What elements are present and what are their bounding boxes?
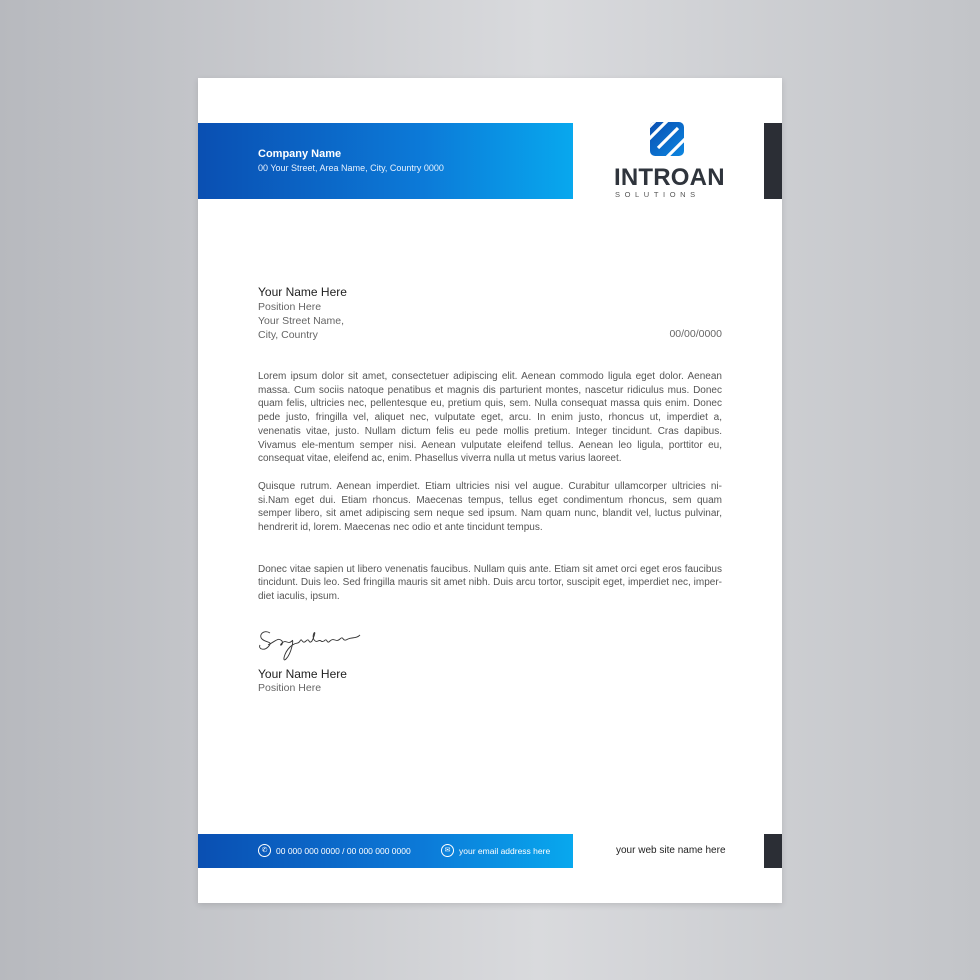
sender-name: Your Name Here (258, 667, 347, 681)
recipient-name: Your Name Here (258, 285, 347, 299)
footer-email (441, 844, 550, 857)
email-address: your email address here (459, 845, 551, 856)
letter-body (258, 370, 722, 604)
letter-date: 00/00/0000 (669, 328, 722, 340)
body-paragraph-2: Quisque rutrum. Aenean imperdiet. Etiam ultricies nisi vel augue. Curabitur ullamcorper ultricies ni-si.Nam eget dui. Etiam rhoncus. Maecenas tempus, tellus eget condimentum rhoncus, sem quam semper libero, sit amet adipiscing sem neque sed ipsum. Nam quam nunc, blandit vel, luctus pulvinar, hendrerit id, lorem. Maecenas nec odio et ante tincidunt tempus. (258, 480, 722, 534)
sender-position: Position Here (258, 682, 322, 694)
website-address: your web site name here (616, 845, 726, 856)
footer-band (198, 834, 573, 868)
stripes-logo-icon (650, 122, 684, 156)
company-address: 00 Your Street, Area Name, City, Country 0000 (258, 163, 444, 173)
handwritten-signature (256, 623, 364, 667)
header-band (198, 123, 573, 199)
right-accent-bar-bottom (764, 834, 782, 868)
recipient-city: City, Country (258, 329, 318, 341)
logo-tagline: SOLUTIONS (615, 190, 700, 199)
company-name: Company Name (258, 148, 342, 160)
recipient-position: Position Here (258, 301, 322, 313)
body-paragraph-3: Donec vitae sapien ut libero venenatis faucibus. Nullam quis ante. Etiam sit amet orci eget eros faucibus tincidunt. Duis leo. Sed fringilla mauris sit amet nibh. Duis arcu tortor, suscipit eget, imperdiet nec, imper-diet iaculis, ipsum. (258, 563, 722, 603)
phone-number: 00 000 000 0000 / 00 000 000 0000 (276, 845, 411, 856)
email-icon: ✉ (441, 844, 454, 857)
recipient-block (258, 285, 347, 342)
letterhead-page (198, 78, 782, 903)
right-accent-bar-top (764, 123, 782, 199)
recipient-street: Your Street Name, (258, 315, 344, 327)
logo-name: INTROAN (614, 164, 725, 191)
phone-icon: ✆ (258, 844, 271, 857)
footer-phone (258, 844, 411, 857)
body-paragraph-1: Lorem ipsum dolor sit amet, consectetuer adipiscing elit. Aenean commodo ligula eget dolor. Aenean massa. Cum sociis natoque penatibus et magnis dis parturient montes, nascetur ridiculus mus. Donec quam felis, ultricies nec, pellentesque eu, pretium quis, sem. Nulla consequat massa quis enim. Donec pede justo, fringilla vel, aliquet nec, vulputate eget, arcu. In enim justo, rhoncus ut, imperdiet a, venenatis vitae, justo. Nullam dictum felis eu pede mollis pretium. Integer tincidunt. Cras dapibus. Vivamus ele-mentum semper nisi. Aenean vulputate eleifend tellus. Aenean leo ligula, porttitor eu, consequat vitae, eleifend ac, enim. Phasellus viverra nulla ut metus varius laoreet. (258, 371, 722, 465)
